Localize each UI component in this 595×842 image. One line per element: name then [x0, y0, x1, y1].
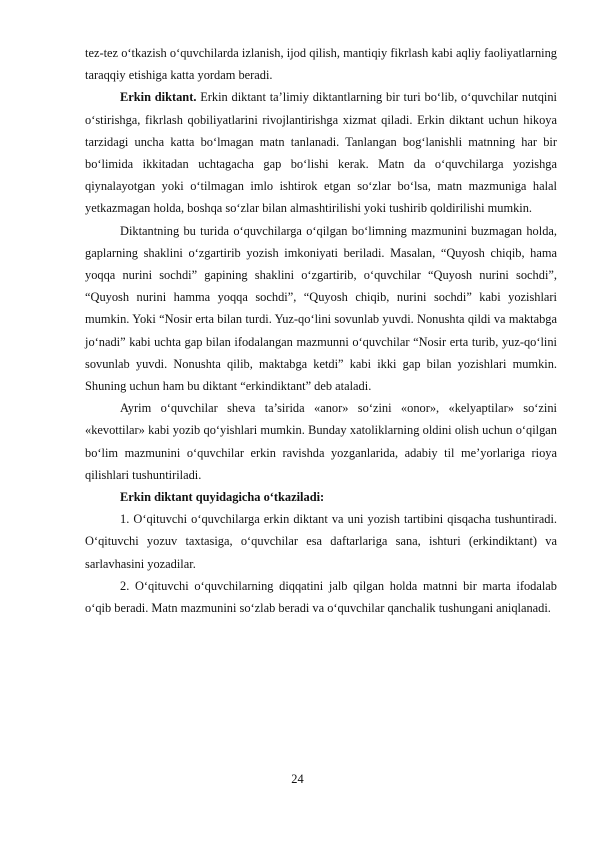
paragraph-erkin-diktant	[85, 86, 557, 219]
page-number: 24	[291, 772, 304, 786]
paragraph-3: Diktantning bu turida o‘quvchilarga o‘qilgan bo‘limning mazmunini buzmagan holda, gaplarning shaklini o‘zgartirib yozish imkoniyati beriladi. Masalan, “Quyosh chiqib, hama yoqqa nurini sochdi” gapining shaklini o‘zgartirib, o‘quvchilar “Quyosh nurini sochdi”, “Quyosh nurini hamma yoqqa sochdi”, “Quyosh chiqib, nurini sochdi” kabi yozishlari mumkin. Yoki “Nosir erta bilan turdi. Yuz-qo‘lini sovunlab yuvdi. Nonushta qildi va maktabga jo‘nadi” kabi uchta gap bilan ifodalangan mazmunni o‘quvchilar “Nosir erta turib, yuz-qo‘lini sovunlab yuvdi. Nonushta qilib, maktabga ketdi” kabi ikki gap bilan yozishlari mumkin. Shuning uchun ham bu diktant “erkindiktant” deb ataladi.	[85, 223, 557, 394]
paragraph-erkin-diktant-text: Erkin diktant ta’limiy diktantlarning bir turi bo‘lib, o‘quvchilar nutqini o‘stirishga, fikrlash qobiliyatlarini rivojlantirishga xizmat qiladi. Erkin diktant uchun hikoya tarzidagi uncha katta bo‘lmagan matn tanlanadi. Tanlangan bog‘lanishli matnning har bir bo‘limida ikkitadan uchtagacha gap bo‘lishi kerak. Matn da o‘quvchilarga yozishga qiynalayotgan yoki o‘tilmagan imlo ishtirok etgan so‘zlar bo‘lsa, matn mazmuniga halal yetkazmagan holda, boshqa so‘zlar bilan almashtirilishi yoki tushirib qoldirilishi mumkin.	[85, 90, 558, 216]
list-item-1: 1. O‘qituvchi o‘quvchilarga erkin diktant va uni yozish tartibini qisqacha tushuntiradi. O‘qituvchi yozuv taxtasiga, o‘quvchilar esa daftarlariga sana, ishturi (erkindiktant) va sarlavhasini yozadilar.	[85, 512, 557, 571]
term-erkin-diktant: Erkin diktant.	[120, 90, 197, 105]
document-body	[85, 42, 557, 619]
list-item-2: 2. O‘qituvchi o‘quvchilarning diqqatini jalb qilgan holda matnni bir marta ifodalab o‘qib beradi. Matn mazmunini so‘zlab beradi va o‘quvchilar qanchalik tushungani aniqlanadi.	[85, 578, 557, 616]
section-heading: Erkin diktant quyidagicha o‘tkaziladi:	[120, 490, 325, 505]
paragraph-1: tez-tez o‘tkazish o‘quvchilarda izlanish, ijod qilish, mantiqiy fikrlash kabi aqliy faoliyatlarning taraqqiy etishiga katta yordam beradi.	[85, 46, 557, 83]
paragraph-4: Ayrim o‘quvchilar sheva ta’sirida «anor» so‘zini «onor», «kelyaptilar» so‘zini «kevottilar» kabi yozib qo‘yishlari mumkin. Bunday xatoliklarning oldini olish uchun o‘qilgan bo‘lim mazmunini o‘quvchilar erkin ravishda yozganlarida, adabiy til me’yorlariga rioya qilishlari tushuntiriladi.	[85, 401, 557, 482]
